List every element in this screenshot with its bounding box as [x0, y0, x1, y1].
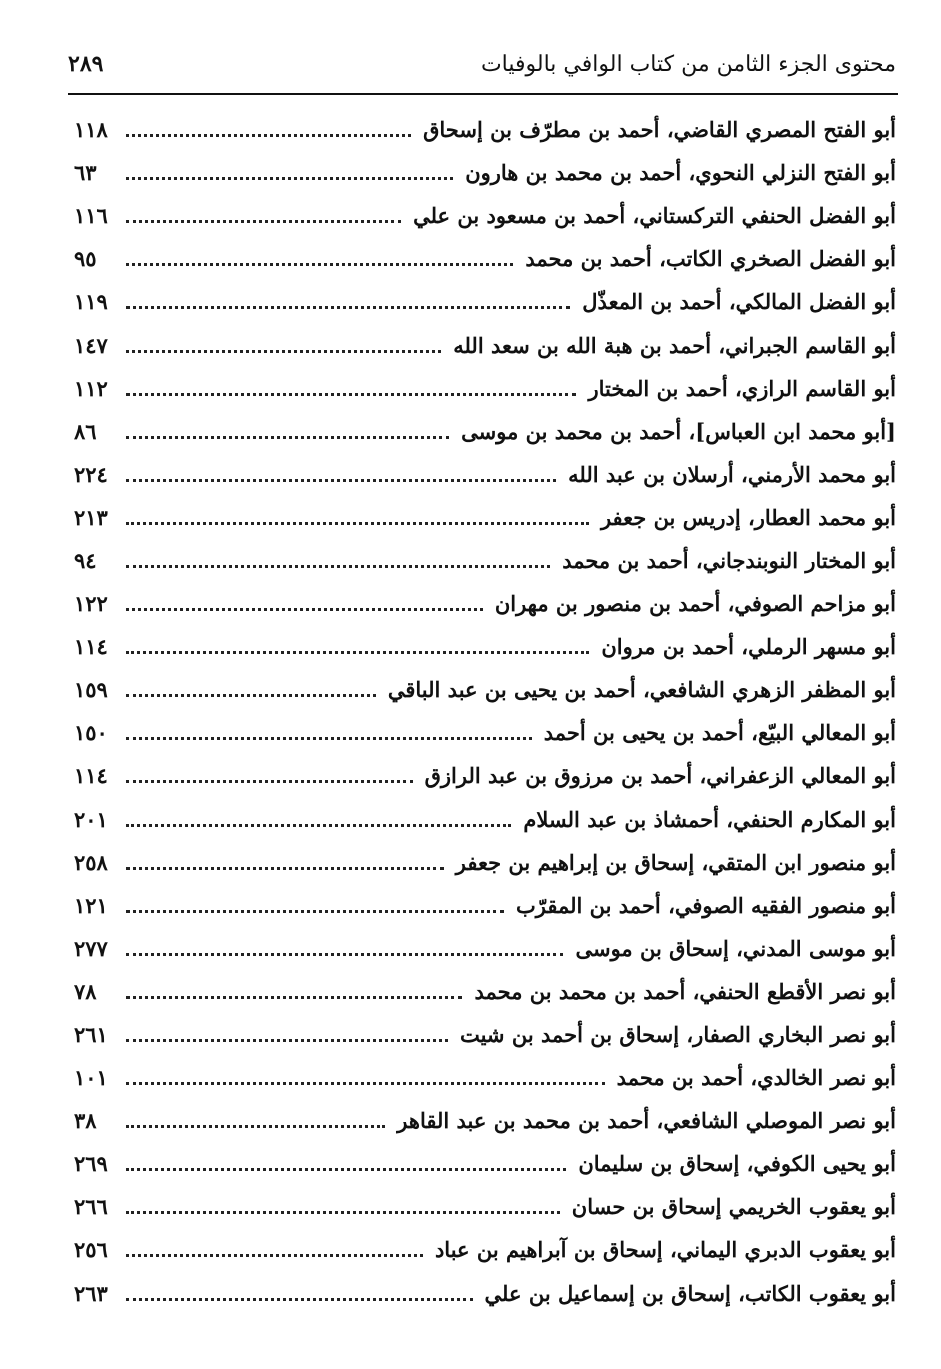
index-entry [74, 151, 896, 194]
index-entry [74, 453, 896, 496]
entry-page-number: ١٠١ [74, 1065, 108, 1091]
index-entry [74, 668, 896, 711]
entry-name: أبو يعقوب الكاتب، إسحاق بن إسماعيل بن علي [484, 1280, 896, 1306]
dot-leader [126, 737, 532, 740]
entry-name: أبو يعقوب الخريمي إسحاق بن حسان [571, 1194, 896, 1220]
index-entry [74, 1272, 896, 1315]
entry-page-number: ٢٦٩ [74, 1151, 108, 1177]
entry-name: أبو المختار النوبندجاني، أحمد بن محمد [562, 547, 896, 573]
entry-name: أبو منصور ابن المتقي، إسحاق بن إبراهيم بن جعفر [455, 849, 896, 875]
entry-name: أبو منصور الفقيه الصوفي، أحمد بن المقرّب [515, 892, 896, 918]
entry-name: أبو يعقوب الدبري اليماني، إسحاق بن آبراهيم بن عباد [434, 1237, 896, 1263]
entry-name: أبو نصر الأقطع الحنفي، أحمد بن محمد بن محمد [474, 978, 896, 1004]
entry-name: أبو محمد الأرمني، أرسلان بن عبد الله [568, 461, 896, 487]
entry-page-number: ٢٢٤ [74, 461, 108, 487]
index-entry [74, 323, 896, 366]
entry-name: أبو يحيى الكوفي، إسحاق بن سليمان [578, 1151, 896, 1177]
entry-name: أبو الفضل الحنفي التركستاني، أحمد بن مسعود بن علي [413, 203, 896, 229]
entry-name: أبو الفتح المصري القاضي، أحمد بن مطرّف بن إسحاق [423, 117, 896, 143]
index-entry [74, 1099, 896, 1142]
index-entry [74, 884, 896, 927]
entry-page-number: ٧٨ [74, 978, 97, 1004]
index-entry [74, 625, 896, 668]
entry-page-number: ٢٧٧ [74, 935, 108, 961]
dot-leader [126, 350, 441, 353]
dot-leader [126, 780, 413, 783]
index-entry [74, 798, 896, 841]
entry-page-number: ١١٤ [74, 634, 108, 660]
entry-page-number: ٦٣ [74, 160, 97, 186]
entry-name: أبو المظفر الزهري الشافعي، أحمد بن يحيى بن عبد الباقي [387, 677, 896, 703]
entry-name: أبو المعالي البيّع، أحمد بن يحيى بن أحمد [543, 720, 896, 746]
dot-leader [126, 177, 453, 180]
header-title: محتوى الجزء الثامن من كتاب الوافي بالوفيات [480, 51, 896, 77]
dot-leader [126, 1082, 605, 1085]
index-entry [74, 108, 896, 151]
entry-page-number: ١٤٧ [74, 332, 108, 358]
entry-name: أبو الفتح النزلي النحوي، أحمد بن محمد بن هارون [465, 160, 896, 186]
dot-leader [126, 565, 550, 568]
index-entry [74, 237, 896, 280]
entry-name: أبو نصر البخاري الصفار، إسحاق بن أحمد بن شيت [459, 1022, 896, 1048]
index-entry [74, 1185, 896, 1228]
dot-leader [126, 910, 504, 913]
entry-page-number: ٢٦٦ [74, 1194, 108, 1220]
index-entry [74, 539, 896, 582]
index-entry [74, 194, 896, 237]
entry-name: أبو نصر الخالدي، أحمد بن محمد [616, 1065, 896, 1091]
dot-leader [126, 1298, 473, 1301]
entry-page-number: ٢٥٨ [74, 849, 108, 875]
entry-page-number: ٢١٣ [74, 504, 108, 530]
entry-page-number: ١٢٢ [74, 591, 108, 617]
dot-leader [126, 263, 513, 266]
index-entry [74, 927, 896, 970]
dot-leader [126, 953, 563, 956]
dot-leader [126, 651, 589, 654]
dot-leader [126, 479, 556, 482]
entry-page-number: ١٥٩ [74, 677, 108, 703]
entry-name: أبو موسى المدني، إسحاق بن موسى [575, 935, 896, 961]
entry-name: [أبو محمد ابن العباس]، أحمد بن محمد بن موسى [461, 418, 896, 444]
entry-page-number: ٩٥ [74, 246, 97, 272]
index-entry [74, 711, 896, 754]
entry-page-number: ١١٢ [74, 375, 108, 401]
index-entry [74, 1013, 896, 1056]
header-page-number: ٢٨٩ [68, 51, 104, 77]
dot-leader [126, 522, 589, 525]
dot-leader [126, 1211, 560, 1214]
entry-name: أبو المكارم الحنفي، أحمشاذ بن عبد السلام [523, 806, 896, 832]
entry-page-number: ١١٨ [74, 117, 108, 143]
entry-page-number: ٩٤ [74, 547, 97, 573]
index-entry [74, 970, 896, 1013]
index-entry [74, 410, 896, 453]
index-entry [74, 754, 896, 797]
entry-name: أبو نصر الموصلي الشافعي، أحمد بن محمد بن عبد القاهر [397, 1108, 896, 1134]
dot-leader [126, 996, 462, 999]
running-header [68, 44, 896, 84]
dot-leader [126, 134, 411, 137]
entry-name: أبو مسهر الرملي، أحمد بن مروان [601, 634, 896, 660]
header-rule [68, 93, 898, 95]
dot-leader [126, 694, 376, 697]
entry-name: أبو مزاحم الصوفي، أحمد بن منصور بن مهران [494, 591, 896, 617]
entry-page-number: ٢٠١ [74, 806, 108, 832]
dot-leader [126, 1168, 566, 1171]
entry-page-number: ١١٦ [74, 203, 108, 229]
entry-page-number: ١١٩ [74, 289, 108, 315]
dot-leader [126, 608, 483, 611]
entry-name: أبو المعالي الزعفراني، أحمد بن مرزوق بن عبد الرازق [424, 763, 896, 789]
dot-leader [126, 1125, 385, 1128]
dot-leader [126, 1039, 448, 1042]
index-entry [74, 367, 896, 410]
entry-page-number: ١٥٠ [74, 720, 108, 746]
index-list [74, 108, 896, 1315]
index-entry [74, 582, 896, 625]
entry-page-number: ١١٤ [74, 763, 108, 789]
dot-leader [126, 1254, 423, 1257]
dot-leader [126, 436, 449, 439]
index-entry [74, 1142, 896, 1185]
entry-page-number: ٣٨ [74, 1108, 97, 1134]
index-entry [74, 280, 896, 323]
entry-name: أبو الفضل المالكي، أحمد بن المعذّل [582, 289, 896, 315]
dot-leader [126, 306, 570, 309]
entry-page-number: ١٢١ [74, 892, 108, 918]
entry-name: أبو محمد العطار، إدريس بن جعفر [600, 504, 896, 530]
entry-name: أبو الفضل الصخري الكاتب، أحمد بن محمد [525, 246, 896, 272]
entry-name: أبو القاسم الرازي، أحمد بن المختار [588, 375, 896, 401]
entry-page-number: ٢٥٦ [74, 1237, 108, 1263]
dot-leader [126, 867, 444, 870]
dot-leader [126, 220, 401, 223]
entry-page-number: ٢٦١ [74, 1022, 108, 1048]
index-entry [74, 496, 896, 539]
index-entry [74, 1056, 896, 1099]
entry-name: أبو القاسم الجبراني، أحمد بن هبة الله بن سعد الله [453, 332, 896, 358]
dot-leader [126, 393, 576, 396]
entry-page-number: ٨٦ [74, 418, 97, 444]
dot-leader [126, 824, 511, 827]
index-entry [74, 841, 896, 884]
entry-page-number: ٢٦٣ [74, 1280, 108, 1306]
index-entry [74, 1228, 896, 1271]
